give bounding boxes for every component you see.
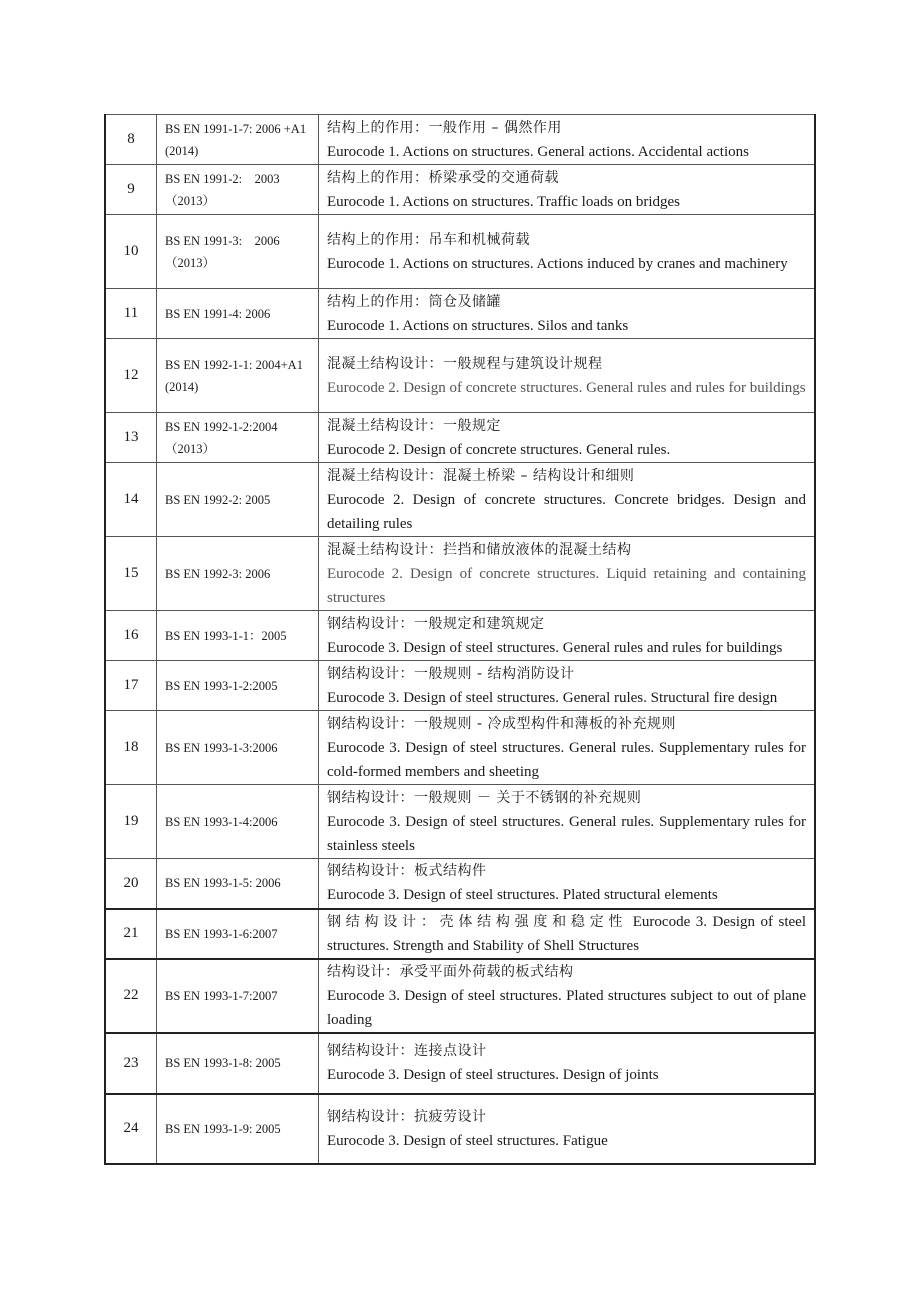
chinese-title: 钢结构设计：一般规则 - 结构消防设计 (327, 665, 575, 682)
row-number: 19 (105, 785, 157, 859)
chinese-title: 混凝土结构设计：拦挡和储放液体的混凝土结构 (327, 541, 632, 558)
table-row (105, 611, 815, 661)
table-row (105, 785, 815, 859)
standard-code: BS EN 1993-1-7:2007 (157, 959, 319, 1033)
english-title: Eurocode 3. Design of steel structures. Fatigue (327, 1132, 608, 1149)
english-title: Eurocode 2. Design of concrete structures. Liquid retaining and containing structures (327, 565, 806, 606)
row-number: 8 (105, 115, 157, 165)
standard-description (319, 859, 816, 909)
table-row (105, 115, 815, 165)
chinese-title: 结构上的作用：筒仓及储罐 (327, 293, 501, 310)
english-title: Eurocode 3. Design of steel structures. Plated structures subject to out of plane loading (327, 987, 806, 1028)
standards-table (104, 114, 816, 1165)
english-title: Eurocode 3. Design of steel structures. General rules. Structural fire design (327, 689, 778, 706)
row-number: 23 (105, 1033, 157, 1094)
standard-description (319, 959, 816, 1033)
english-title: Eurocode 2. Design of concrete structures. General rules and rules for buildings (327, 379, 806, 396)
combined-title (327, 910, 806, 958)
standard-code: BS EN 1993-1-8: 2005 (157, 1033, 319, 1094)
table-row (105, 909, 815, 959)
standard-code: BS EN 1992-2: 2005 (157, 463, 319, 537)
standard-code: BS EN 1991-1-7: 2006 +A1 (2014) (157, 115, 319, 165)
chinese-title: 钢结构设计：板式结构件 (327, 863, 487, 880)
row-number: 21 (105, 909, 157, 959)
table-row (105, 1033, 815, 1094)
english-title: Eurocode 3. Design of steel structures. Design of joints (327, 1067, 659, 1083)
standard-code: BS EN 1992-1-2:2004（2013） (157, 413, 319, 463)
english-title: Eurocode 2. Design of concrete structures. General rules. (327, 441, 671, 458)
chinese-title: 钢结构设计：一般规定和建筑规定 (327, 615, 545, 632)
standard-description (319, 413, 816, 463)
table-row (105, 959, 815, 1033)
row-number: 24 (105, 1094, 157, 1164)
table-row (105, 711, 815, 785)
chinese-title: 结构上的作用：吊车和机械荷载 (327, 231, 530, 248)
standard-code: BS EN 1991-3: 2006（2013） (157, 215, 319, 289)
english-title: Eurocode 3. Design of steel structures. Strength and Stability of Shell Structures (327, 913, 807, 954)
standard-description (319, 289, 816, 339)
standard-description (319, 215, 816, 289)
english-title: Eurocode 2. Design of concrete structures. Concrete bridges. Design and detailing rules (327, 491, 806, 532)
english-title: Eurocode 1. Actions on structures. Silos and tanks (327, 317, 629, 334)
row-number: 13 (105, 413, 157, 463)
chinese-title: 混凝土结构设计：混凝土桥梁 – 结构设计和细则 (327, 467, 635, 484)
row-number: 10 (105, 215, 157, 289)
english-title: Eurocode 3. Design of steel structures. General rules. Supplementary rules for stainless steels (327, 813, 806, 854)
row-number: 12 (105, 339, 157, 413)
standard-code: BS EN 1993-1-1：2005 (157, 611, 319, 661)
row-number: 22 (105, 959, 157, 1033)
row-number: 20 (105, 859, 157, 909)
row-number: 14 (105, 463, 157, 537)
standard-code: BS EN 1993-1-5: 2006 (157, 859, 319, 909)
standard-description (319, 115, 816, 165)
standard-description (319, 785, 816, 859)
chinese-title: 混凝土结构设计：一般规定 (327, 417, 501, 434)
standard-description (319, 661, 816, 711)
chinese-title: 混凝土结构设计：一般规程与建筑设计规程 (327, 355, 603, 372)
standard-code: BS EN 1991-4: 2006 (157, 289, 319, 339)
standard-description (319, 537, 816, 611)
chinese-title: 钢结构设计：一般规则 - 冷成型构件和薄板的补充规则 (327, 715, 676, 732)
standard-code: BS EN 1993-1-9: 2005 (157, 1094, 319, 1164)
chinese-title: 钢结构设计：壳体结构强度和稳定性 (327, 913, 628, 930)
table-row (105, 339, 815, 413)
standard-description (319, 463, 816, 537)
standard-description (319, 165, 816, 215)
table-row (105, 859, 815, 909)
standard-description (319, 711, 816, 785)
standard-code: BS EN 1993-1-2:2005 (157, 661, 319, 711)
english-title: Eurocode 3. Design of steel structures. General rules and rules for buildings (327, 639, 783, 656)
table-row (105, 215, 815, 289)
standard-description (319, 1094, 816, 1164)
row-number: 18 (105, 711, 157, 785)
standard-description (319, 1033, 816, 1094)
table-row (105, 289, 815, 339)
standard-code: BS EN 1993-1-6:2007 (157, 909, 319, 959)
english-title: Eurocode 1. Actions on structures. Actions induced by cranes and machinery (327, 255, 788, 272)
row-number: 11 (105, 289, 157, 339)
table-row (105, 661, 815, 711)
chinese-title: 钢结构设计：抗疲劳设计 (327, 1108, 487, 1125)
table-row (105, 1094, 815, 1164)
english-title: Eurocode 1. Actions on structures. General actions. Accidental actions (327, 143, 749, 160)
standard-description (319, 611, 816, 661)
table-row (105, 413, 815, 463)
row-number: 17 (105, 661, 157, 711)
table-row (105, 463, 815, 537)
table-row (105, 537, 815, 611)
chinese-title: 结构上的作用：一般作用 – 偶然作用 (327, 119, 562, 136)
standard-code: BS EN 1992-3: 2006 (157, 537, 319, 611)
table-row (105, 165, 815, 215)
english-title: Eurocode 3. Design of steel structures. Plated structural elements (327, 887, 718, 904)
english-title: Eurocode 3. Design of steel structures. General rules. Supplementary rules for cold-formed members and sheeting (327, 739, 806, 780)
row-number: 15 (105, 537, 157, 611)
standard-code: BS EN 1992-1-1: 2004+A1 (2014) (157, 339, 319, 413)
standard-description (319, 909, 816, 959)
standard-code: BS EN 1993-1-3:2006 (157, 711, 319, 785)
row-number: 9 (105, 165, 157, 215)
standard-code: BS EN 1993-1-4:2006 (157, 785, 319, 859)
english-title: Eurocode 1. Actions on structures. Traffic loads on bridges (327, 193, 681, 210)
chinese-title: 钢结构设计：连接点设计 (327, 1043, 487, 1059)
chinese-title: 结构上的作用：桥梁承受的交通荷载 (327, 169, 559, 186)
chinese-title: 结构设计：承受平面外荷载的板式结构 (327, 963, 574, 980)
row-number: 16 (105, 611, 157, 661)
standard-code: BS EN 1991-2: 2003（2013） (157, 165, 319, 215)
chinese-title: 钢结构设计：一般规则 － 关于不锈钢的补充规则 (327, 789, 642, 806)
standard-description (319, 339, 816, 413)
